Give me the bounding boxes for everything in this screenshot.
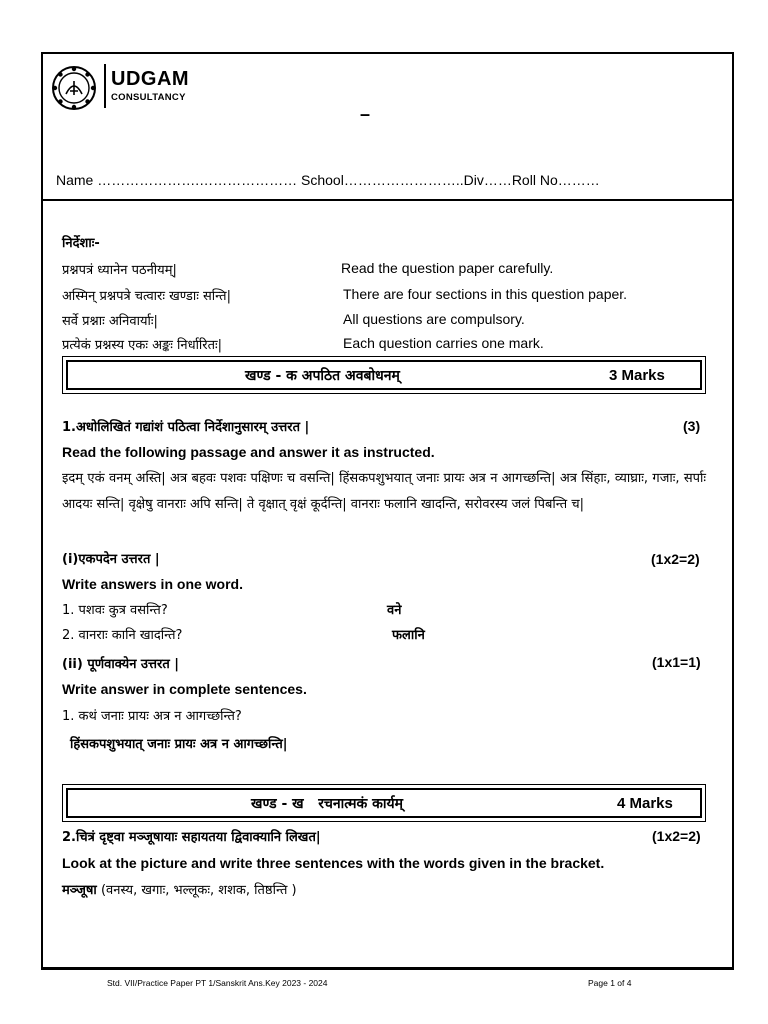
word-box-words: (वनस्य, खगाः, भल्लूकः, शशक, तिष्ठन्ति ) [100, 883, 297, 898]
instruction-sa-3: सर्वे प्रश्नाः अनिवार्याः| [62, 314, 158, 329]
brand-subtitle: CONSULTANCY [111, 92, 186, 103]
brand-name: UDGAM [111, 68, 190, 90]
instruction-sa-4: प्रत्येकं प्रश्नस्य एकः अङ्कः निर्धारितः| [62, 338, 223, 353]
sub1-question-2: 2. वानराः कानि खादन्ति? [62, 628, 183, 643]
q2-instruction-en: Look at the picture and write three sentences with the words given in the bracket. [62, 855, 605, 871]
q2-title: 2.चित्रं दृष्ट्वा मञ्जूषायाः सहायतया द्विवाक्यानि लिखत| [62, 830, 321, 845]
section-b-banner [62, 784, 706, 822]
header-separator [41, 199, 734, 201]
q1-title: 1.अधोलिखितं गद्यांशं पठित्वा निर्देशानुसारम् उत्तरत | [62, 420, 310, 435]
section-a-marks: 3 Marks [609, 367, 665, 384]
instructions-heading: निर्देशाः- [62, 236, 100, 251]
instruction-en-3: All questions are compulsory. [343, 311, 525, 327]
sub1-marks: (1x2=2) [651, 551, 700, 567]
instruction-en-2: There are four sections in this question paper. [343, 286, 628, 302]
instruction-sa-1: प्रश्नपत्रं ध्यानेन पठनीयम्| [62, 263, 177, 278]
title-dash: – [360, 104, 371, 124]
sub1-instruction-en: Write answers in one word. [62, 576, 244, 592]
instruction-sa-2: अस्मिन् प्रश्नपत्रे चत्वारः खण्डाः सन्ति| [62, 289, 231, 304]
q1-instruction-en: Read the following passage and answer it as instructed. [62, 444, 435, 460]
logo-divider [104, 64, 106, 108]
section-b-marks: 4 Marks [617, 795, 673, 812]
word-box-label: मञ्जूषा [62, 883, 97, 898]
sub2-answer-1: हिंसकपशुभयात् जनाः प्रायः अत्र न आगच्छन्ति| [70, 737, 288, 752]
sub1-answer-1: वने [387, 603, 402, 618]
instruction-en-4: Each question carries one mark. [343, 335, 544, 351]
sub2-marks: (1x1=1) [652, 654, 701, 670]
q2-marks: (1x2=2) [652, 828, 701, 844]
sub1-answer-2: फलानि [392, 628, 425, 643]
section-a-banner [62, 356, 706, 394]
footer-page-number: Page 1 of 4 [588, 978, 632, 988]
footer-paper-info: Std. VII/Practice Paper PT 1/Sanskrit Ans.Key 2023 - 2024 [107, 978, 328, 988]
sub2-instruction-en: Write answer in complete sentences. [62, 681, 307, 697]
sub2-title: (ii) पूर्णवाक्येन उत्तरत | [62, 657, 180, 672]
passage-text: इदम् एकं वनम् अस्ति| अत्र बहवः पशवः पक्षिणः च वसन्ति| हिंसकपशुभयात् जनाः प्रायः अत्र न आगच्छन्ति| अत्र सिंहाः, व्याघ्राः, गजाः, सर्पाः आदयः सन्ति| वृक्षेषु वानराः अपि सन्ति| ते वृक्षात् वृक्षं कूर्दन्ति| वानराः फलानि खादन्ति, सरोवरस्य जलं पिबन्ति च| [62, 471, 706, 512]
section-b-title: खण्ड - ख रचनात्मकं कार्यम् [251, 796, 404, 812]
student-details-line: Name ………………….………………… School……………………..Div……Roll No……… [56, 172, 600, 188]
udgam-logo-icon [50, 64, 98, 112]
sub1-title: (i)एकपदेन उत्तरत | [62, 552, 160, 567]
q1-marks: (3) [683, 418, 701, 434]
sub1-question-1: 1. पशवः कुत्र वसन्ति? [62, 603, 168, 618]
section-a-title: खण्ड - क अपठित अवबोधनम् [245, 368, 400, 384]
instruction-en-1: Read the question paper carefully. [341, 260, 554, 276]
word-box-line [62, 880, 297, 898]
sub2-question-1: 1. कथं जनाः प्रायः अत्र न आगच्छन्ति? [62, 709, 242, 724]
